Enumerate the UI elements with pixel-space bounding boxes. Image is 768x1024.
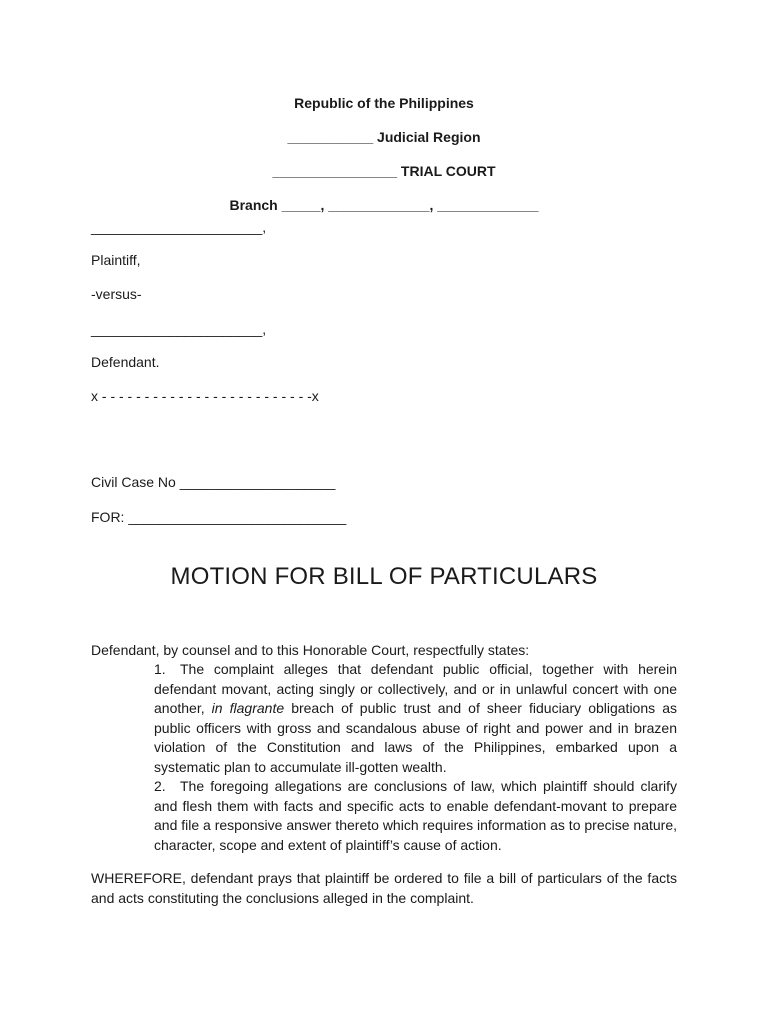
plaintiff-label: Plaintiff, <box>91 252 141 268</box>
item-1-text-end: breach of public trust and of sheer fiduciary obligations as public officers with gross and scandalous abuse of right and power and in brazen violation of the Constitution and laws of the Philippines, embarked upon a systematic plan to accumulate ill-gotten wealth. <box>154 700 677 775</box>
defendant-name-blank: ______________________, <box>91 321 267 337</box>
intro-paragraph: Defendant, by counsel and to this Honorable Court, respectfully states: <box>91 642 530 658</box>
trial-court-heading: ________________ TRIAL COURT <box>272 163 496 179</box>
item-2-text: The foregoing allegations are conclusions of law, which plaintiff should clarify and flesh them with facts and specific acts to enable defendant-movant to prepare and file a responsive answer thereto which requires information as to precise nature, character, scope and extent of plaintiff’s cause of action. <box>154 778 677 853</box>
item-1-number: 1. <box>154 661 166 677</box>
numbered-item-1 <box>154 660 677 777</box>
judicial-region-heading: ___________ Judicial Region <box>287 129 481 145</box>
defendant-label: Defendant. <box>91 354 160 370</box>
item-1-italic-phrase: in flagrante <box>211 700 285 716</box>
case-for-line: FOR: ____________________________ <box>91 509 347 525</box>
versus-label: -versus- <box>91 286 142 302</box>
item-2-number: 2. <box>154 778 166 794</box>
wherefore-paragraph: WHEREFORE, defendant prays that plaintiff be ordered to file a bill of particulars of the facts and acts constituting the conclusions alleged in the complaint. <box>91 870 677 906</box>
numbered-item-2 <box>154 777 677 855</box>
plaintiff-name-blank: ______________________, <box>91 219 267 235</box>
document-title: MOTION FOR BILL OF PARTICULARS <box>170 563 598 590</box>
caption-separator: x - - - - - - - - - - - - - - - - - - - - - - - - -x <box>91 388 319 404</box>
item-1-text-start: The complaint alleges that defendant public official, together with herein defendant movant, acting singly or collectively, and or in unlawful concert with one another, <box>154 661 677 716</box>
branch-heading: Branch _____, _____________, _____________ <box>229 197 539 213</box>
republic-heading: Republic of the Philippines <box>294 95 474 111</box>
civil-case-number: Civil Case No ____________________ <box>91 474 336 490</box>
